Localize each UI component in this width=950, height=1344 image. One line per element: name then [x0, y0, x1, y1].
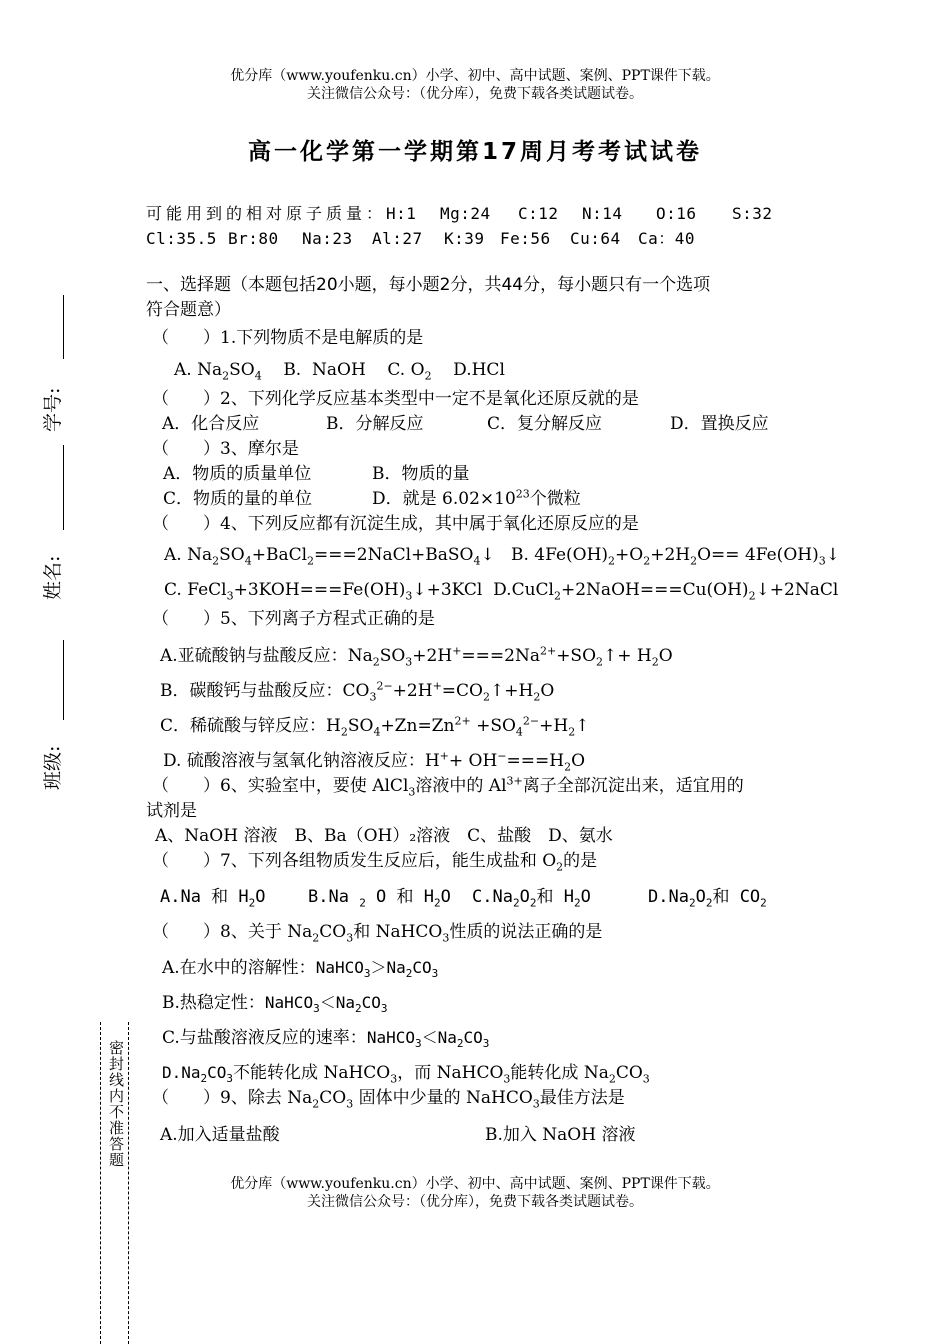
header-line-2: 关注微信公众号：（优分库），免费下载各类试题试卷。 — [307, 86, 643, 102]
name-blank — [63, 445, 64, 530]
question-5 — [152, 604, 435, 629]
question-7-option-d: $D.Na_2O_2$和 $CO_2$ — [648, 887, 767, 910]
question-3-option-b: B．物质的量 — [372, 464, 470, 484]
question-4 — [152, 509, 639, 534]
answer-blank: （ ） — [152, 514, 220, 534]
question-5-option-c: C．稀硫酸与锌反应：$H_2SO_4+Zn=Zn^{2+}$ $+SO_4^{2-}+H_2↑$ — [160, 714, 590, 739]
class-label: 班级: — [42, 745, 64, 790]
question-7-option-c: $C.Na_2O_2$和 $H_2O$ — [472, 887, 591, 910]
question-4-options-ab: A. $Na_2SO_4+BaCl_2===2NaCl+BaSO_4↓$ B. $4Fe(OH)_2+O_2+2H_2O==$ $4Fe(OH)_3↓$ — [164, 545, 840, 568]
answer-blank: （ ） — [152, 1088, 220, 1108]
question-9: （ ）9、除去 $Na_2CO_3$ 固体中少量的 NaHCO$_3$最佳方法是 — [152, 1088, 625, 1111]
mass-h: H:1 — [386, 204, 417, 223]
question-stem: 2、下列化学反应基本类型中一定不是氧化还原反就的是 — [220, 389, 639, 409]
question-5-option-a: A.亚硫酸钠与盐酸反应：$Na_2SO_3+2H^+===2Na^{2+}+SO_2↑+ H_2O$ — [160, 644, 673, 669]
answer-blank: （ ） — [152, 439, 220, 459]
question-8-option-a: A.在水中的溶解性：$NaHCO_3>Na_2CO_3$ — [162, 958, 439, 981]
question-6-line-2: 试剂是 — [146, 801, 197, 821]
mass-ca: Ca：40 — [638, 229, 696, 248]
mass-k: K:39 — [444, 229, 485, 248]
mass-o: O:16 — [656, 204, 697, 223]
header-line-1: 优分库（www.youfenku.cn）小学、初中、高中试题、案例、PPT课件下载。 — [230, 68, 720, 84]
question-6: （ ）6、实验室中，要使 AlCl$_3$溶液中的 $Al^{3+}$离子全部沉淀出来，适宜用的 — [152, 774, 744, 799]
answer-blank: （ ） — [152, 922, 220, 942]
exam-title: 高一化学第一学期第17周月考考试试卷 — [247, 139, 702, 165]
mass-mg: Mg:24 — [440, 204, 491, 223]
question-stem: 5、下列离子方程式正确的是 — [220, 609, 435, 629]
question-stem: 1.下列物质不是电解质的是 — [220, 328, 424, 348]
question-8-option-d: $D.Na_2CO_3$不能转化成 NaHCO$_3$，而 NaHCO$_3$能转化成 $Na_2CO_3$ — [162, 1063, 650, 1086]
question-stem: 3、摩尔是 — [220, 439, 299, 459]
mass-cu: Cu:64 — [570, 229, 621, 248]
question-8: （ ）8、关于 $Na_2CO_3$和 NaHCO$_3$性质的说法正确的是 — [152, 922, 603, 945]
question-1 — [152, 323, 423, 348]
answer-blank: （ ） — [152, 328, 220, 348]
mass-al: Al:27 — [372, 229, 423, 248]
answer-blank: （ ） — [152, 609, 220, 629]
question-stem: 4、下列反应都有沉淀生成，其中属于氧化还原反应的是 — [220, 514, 639, 534]
atomic-masses-row-2 — [146, 226, 695, 249]
question-2-option-a: A．化合反应 — [162, 414, 260, 434]
question-5-option-d: D. 硫酸溶液与氢氧化钠溶液反应：$H^++ OH^-===H_2O$ — [163, 749, 586, 774]
question-4-options-cd: C. $FeCl_3+3KOH===Fe(OH)_3↓+3KCl$ $D.CuCl_2+2NaOH===Cu(OH)_2↓+2NaCl$ — [164, 580, 839, 603]
section-heading-line-2: 符合题意） — [146, 300, 231, 320]
name-label: 姓名: — [42, 555, 64, 600]
mass-br: Br:80 — [228, 229, 279, 248]
question-2-option-c: C．复分解反应 — [487, 414, 603, 434]
student-no-label: 学号: — [42, 387, 64, 432]
question-3-option-a: A．物质的质量单位 — [163, 464, 312, 484]
mass-c: C:12 — [518, 204, 559, 223]
question-6-options: A、NaOH 溶液 B、Ba（OH）₂溶液 C、盐酸 D、氨水 — [155, 826, 613, 846]
seal-notice: 密封线内不准答题 — [107, 1040, 125, 1168]
student-no-blank — [63, 295, 64, 359]
question-7-option-b: B.Na $_2$ O 和 $H_2O$ — [308, 887, 451, 910]
atomic-masses-row-1 — [146, 201, 773, 224]
class-blank — [63, 640, 64, 720]
answer-blank: （ ） — [152, 389, 220, 409]
question-8-option-b: B.热稳定性：$NaHCO_3<Na_2CO_3$ — [162, 993, 388, 1016]
mass-n: N:14 — [582, 204, 623, 223]
question-1-options: A. $Na_2SO_4$ B. NaOH C. $O_2$ D.HCl — [174, 360, 505, 383]
footer-line-2: 关注微信公众号：（优分库），免费下载各类试题试卷。 — [307, 1194, 643, 1210]
footer-line-1: 优分库（www.youfenku.cn）小学、初中、高中试题、案例、PPT课件下载。 — [230, 1176, 720, 1192]
question-2 — [152, 384, 639, 409]
question-3 — [152, 434, 299, 459]
mass-s: S:32 — [732, 204, 773, 223]
mass-na: Na:23 — [302, 229, 353, 248]
question-3-option-c: C．物质的量的单位 — [163, 489, 313, 509]
question-5-option-b: B．碳酸钙与盐酸反应：$CO_3^{2-}+2H^+=CO_2↑+H_2O$ — [160, 679, 555, 704]
mass-cl: Cl:35.5 — [146, 229, 217, 248]
atomic-masses-label: 可能用到的相对原子质量： — [146, 204, 387, 223]
question-9-option-b: B.加入 NaOH 溶液 — [485, 1125, 636, 1145]
question-3-option-d: D．就是 $6.02\times 10^{23}$个微粒 — [372, 487, 581, 509]
mass-fe: Fe:56 — [500, 229, 551, 248]
answer-blank: （ ） — [152, 776, 220, 796]
section-heading-line-1: 一、选择题（本题包括20小题，每小题2分，共44分，每小题只有一个选项 — [146, 275, 711, 295]
question-7: （ ）7、下列各组物质发生反应后，能生成盐和 $O_2$的是 — [152, 851, 598, 874]
question-7-option-a: A.Na 和 $H_2O$ — [160, 887, 266, 910]
question-2-option-d: D．置换反应 — [670, 414, 769, 434]
question-9-option-a: A.加入适量盐酸 — [160, 1125, 280, 1145]
question-2-option-b: B．分解反应 — [326, 414, 424, 434]
question-8-option-c: C.与盐酸溶液反应的速率：$NaHCO_3<Na_2CO_3$ — [162, 1028, 490, 1051]
answer-blank: （ ） — [152, 851, 220, 871]
